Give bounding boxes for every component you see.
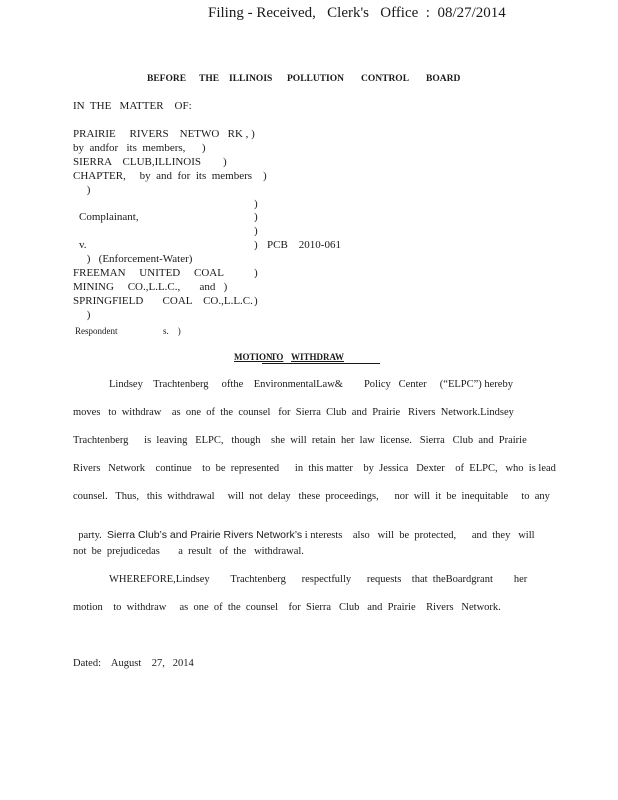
in-the-matter-heading: IN THE MATTER OF: (73, 100, 192, 112)
dated-line: Dated: August 27, 2014 (73, 658, 194, 669)
motion-title-word: TO (270, 352, 284, 362)
caption-word-control: CONTROL (361, 74, 410, 84)
body-fragment: party. (78, 529, 108, 541)
caption-word-pollution: POLLUTION (287, 74, 345, 84)
motion-title-word: MOTION (234, 352, 273, 362)
party-line: PRAIRIE RIVERS NETWO RK , ) (73, 128, 255, 140)
body-line: Trachtenberg is leaving ELPC, though she will retain her law license. Sierra Club and Prairie (73, 435, 527, 446)
body-fragment-sans: Sierra Club’s and Prairie Rivers Network’s (107, 528, 303, 541)
body-line (73, 519, 535, 541)
caption-word-illinois: ILLINOIS (229, 74, 273, 84)
caption-paren: ) (254, 239, 258, 251)
versus-label: v. (79, 239, 87, 251)
caption-paren: ) (254, 198, 258, 210)
caption-word-the: THE (199, 74, 220, 84)
motion-title-word: WITHDRAW (291, 352, 345, 362)
case-number: PCB 2010-061 (267, 239, 341, 251)
caption-paren: ) (254, 267, 258, 279)
body-line: Lindsey Trachtenberg ofthe EnvironmentalLaw& Policy Center (“ELPC”) hereby (109, 379, 513, 390)
body-line: motion to withdraw as one of the counsel for Sierra Club and Prairie Rivers Network. (73, 602, 501, 613)
enforcement-line: ) (Enforcement-Water) (73, 253, 193, 265)
caption-paren: ) (254, 211, 258, 223)
party-line: ) (73, 309, 91, 321)
party-line: by andfor its members, ) (73, 142, 206, 154)
body-line: WHEREFORE,Lindsey Trachtenberg respectfully requests that theBoardgrant her (109, 574, 528, 585)
body-line: moves to withdraw as one of the counsel for Sierra Club and Prairie Rivers Network.Lindsey (73, 407, 514, 418)
respondent-suffix: s. ) (163, 326, 181, 336)
party-line: CHAPTER, by and for its members ) (73, 170, 267, 182)
party-line: FREEMAN UNITED COAL (73, 267, 224, 279)
caption-word-board: BOARD (426, 74, 461, 84)
caption-paren: ) (254, 295, 258, 307)
body-line: counsel. Thus, this withdrawal will not delay these proceedings, nor will it be inequitable to any (73, 491, 550, 502)
filing-stamp: Filing - Received, Clerk's Office : 08/27/2014 (208, 5, 506, 21)
caption-word-before: BEFORE (147, 74, 187, 84)
title-underline (262, 363, 380, 364)
body-line: Rivers Network continue to be represented in this matter by Jessica Dexter of ELPC, who is lead (73, 463, 556, 474)
party-line: SPRINGFIELD COAL CO.,L.L.C. (73, 295, 253, 307)
body-fragment: i nterests also will be protected, and they will (302, 529, 535, 541)
body-line: not be prejudicedas a result of the withdrawal. (73, 546, 304, 557)
complainant-label: Complainant, (79, 211, 139, 223)
respondent-label: Respondent (75, 326, 118, 336)
party-line: ) (73, 184, 91, 196)
party-line: SIERRA CLUB,ILLINOIS ) (73, 156, 227, 168)
party-line: MINING CO.,L.L.C., and ) (73, 281, 228, 293)
caption-paren: ) (254, 225, 258, 237)
